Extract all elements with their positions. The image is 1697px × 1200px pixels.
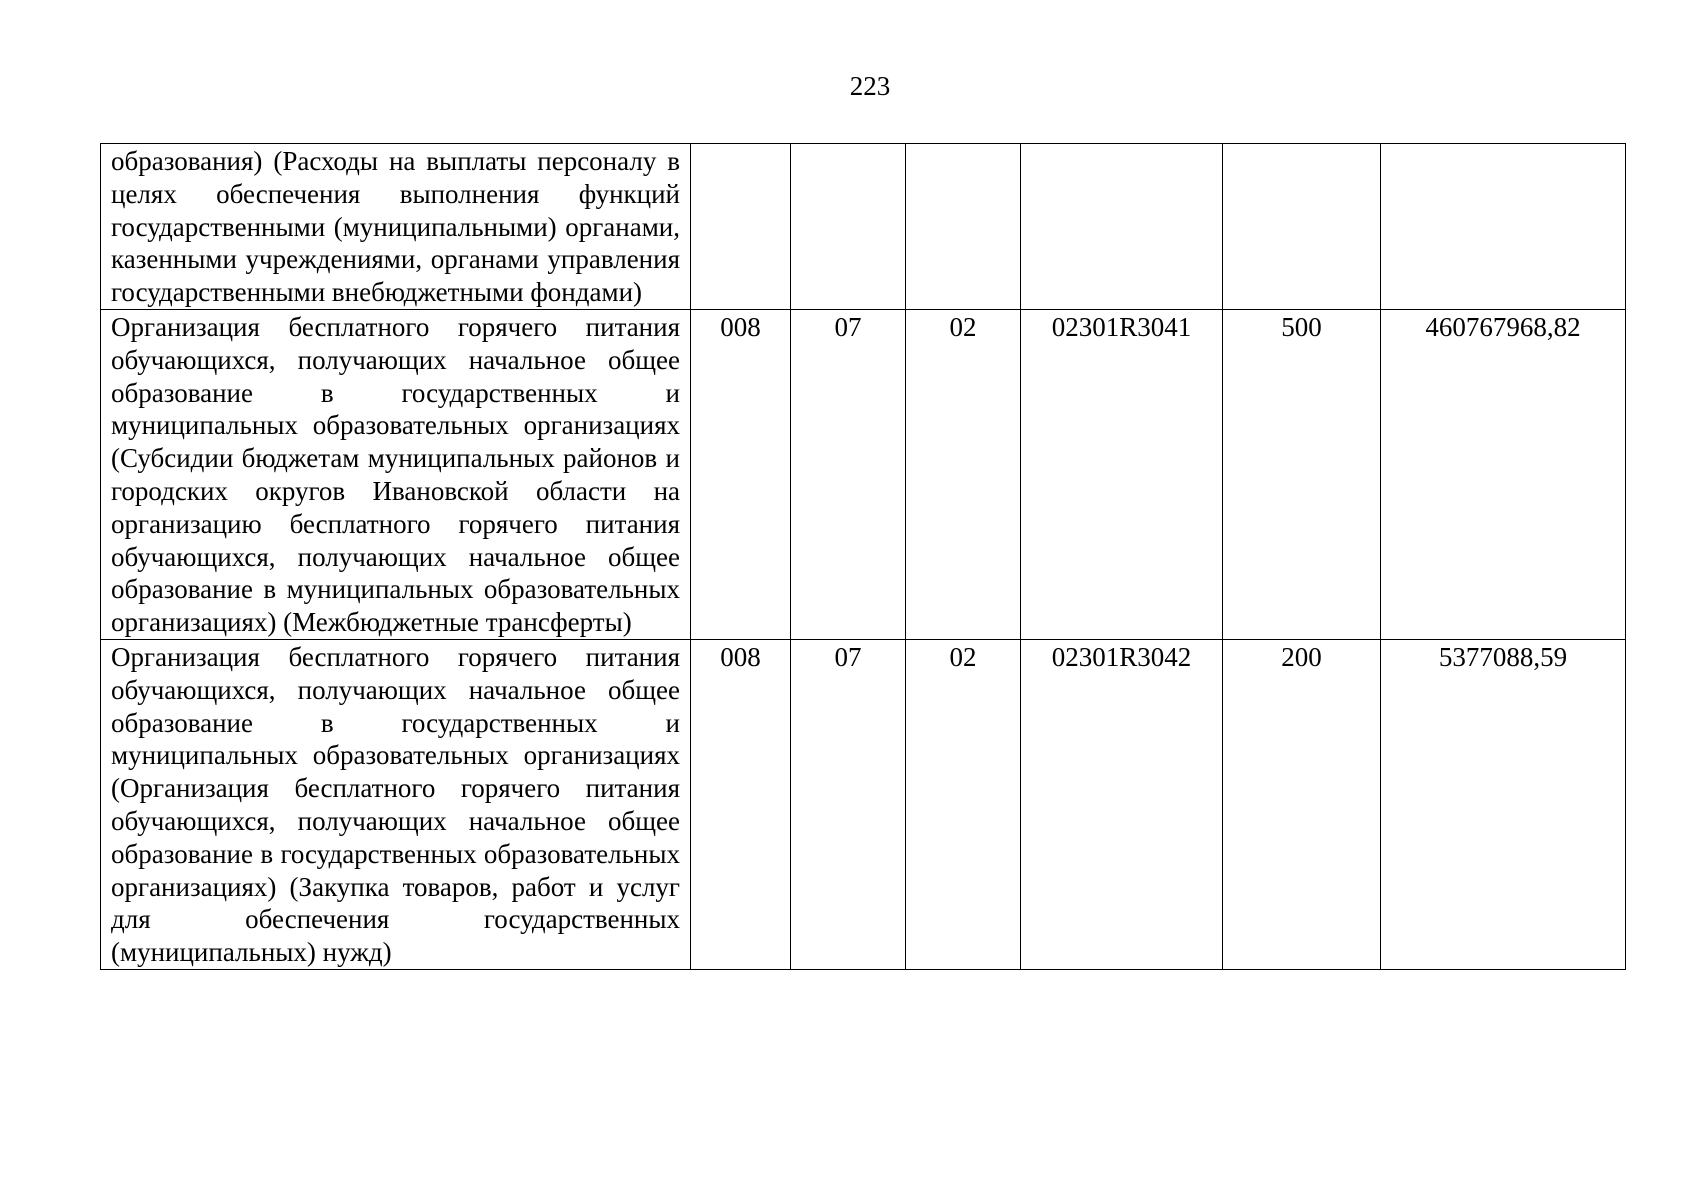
- row-amount: [1381, 144, 1626, 310]
- table-row: [101, 144, 1626, 310]
- row-admin-code: [691, 144, 791, 310]
- row-target-code: 02301R3042: [1021, 639, 1223, 969]
- table-row: [101, 309, 1626, 639]
- row-admin-code: 008: [691, 639, 791, 969]
- row-admin-code: 008: [691, 309, 791, 639]
- row-subsection-code: 02: [906, 309, 1021, 639]
- row-description: образования) (Расходы на выплаты персоналу в целях обеспечения выполнения функций государственными (муниципальными) органами, казенными учреждениями, органами управления государственными внебюджетными фондами): [101, 144, 691, 310]
- row-expense-type: 200: [1223, 639, 1381, 969]
- row-description: Организация бесплатного горячего питания обучающихся, получающих начальное общее образование в государственных и муниципальных образовательных организациях (Субсидии бюджетам муниципальных районов и городских округов Ивановской области на организацию бесплатного горячего питания обучающихся, получающих начальное общее образование в муниципальных образовательных организациях) (Межбюджетные трансферты): [101, 309, 691, 639]
- row-section-code: 07: [791, 639, 906, 969]
- table-row: [101, 639, 1626, 969]
- row-section-code: [791, 144, 906, 310]
- row-expense-type: 500: [1223, 309, 1381, 639]
- page-number: 223: [849, 71, 891, 101]
- row-target-code: [1021, 144, 1223, 310]
- row-amount: 5377088,59: [1381, 639, 1626, 969]
- row-amount: 460767968,82: [1381, 309, 1626, 639]
- row-description: Организация бесплатного горячего питания обучающихся, получающих начальное общее образование в государственных и муниципальных образовательных организациях (Организация бесплатного горячего питания обучающихся, получающих начальное общее образование в государственных образовательных организациях) (Закупка товаров, работ и услуг для обеспечения государственных (муниципальных) нужд): [101, 639, 691, 969]
- row-section-code: 07: [791, 309, 906, 639]
- budget-table: [100, 143, 1626, 970]
- row-expense-type: [1223, 144, 1381, 310]
- row-subsection-code: [906, 144, 1021, 310]
- row-target-code: 02301R3041: [1021, 309, 1223, 639]
- row-subsection-code: 02: [906, 639, 1021, 969]
